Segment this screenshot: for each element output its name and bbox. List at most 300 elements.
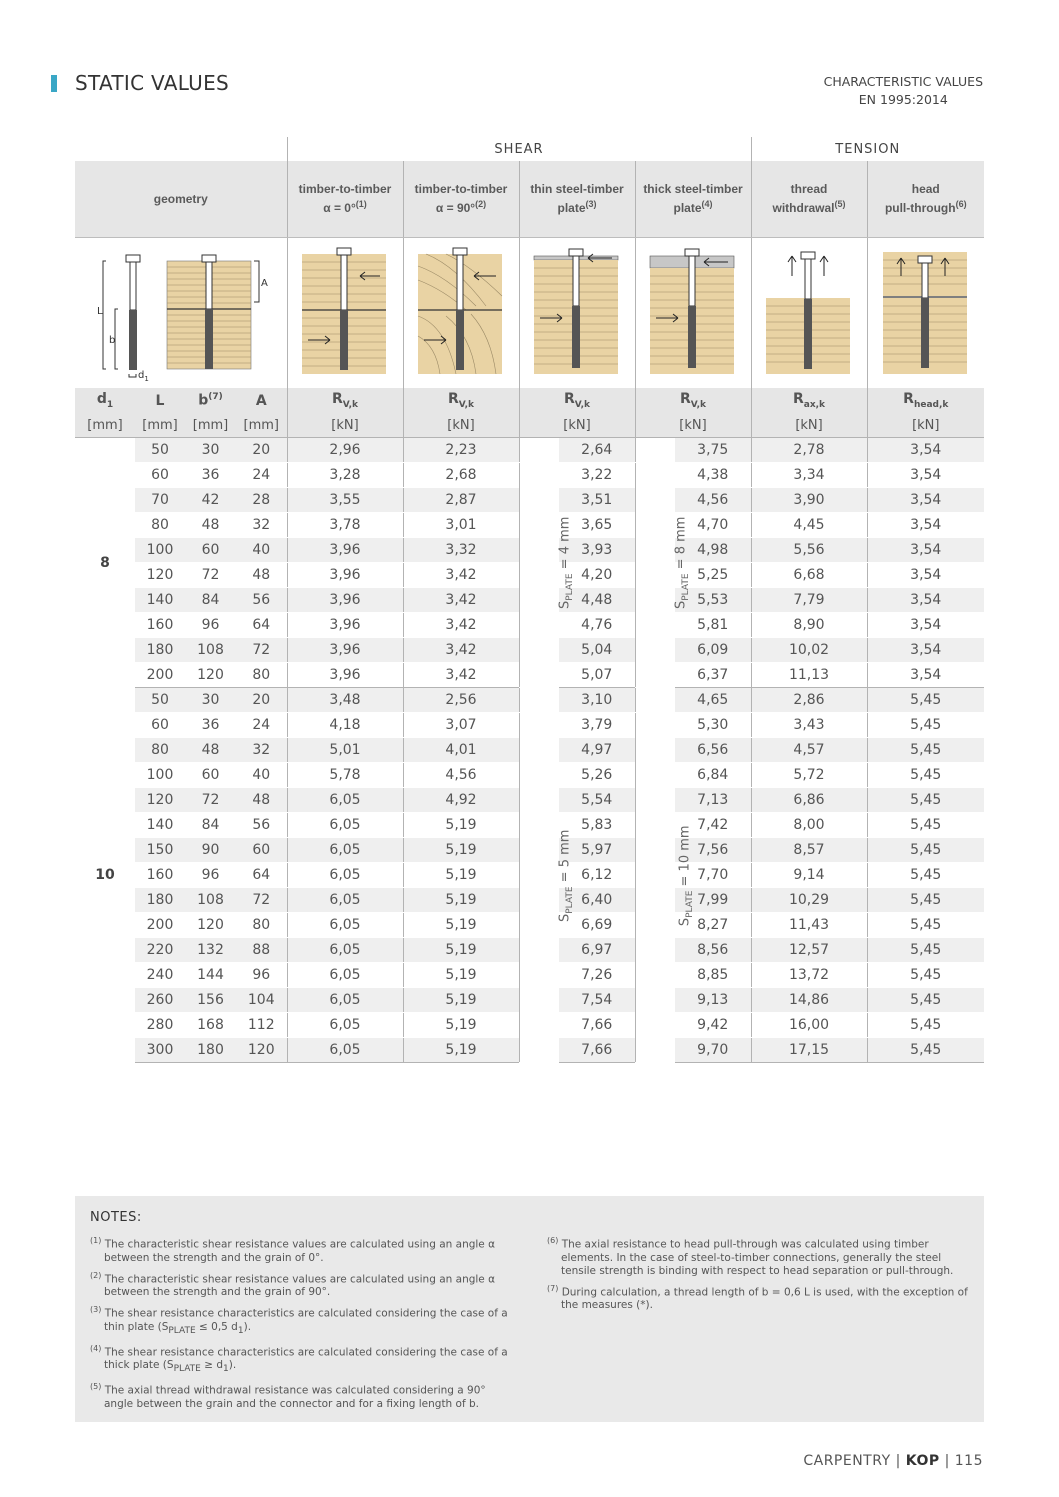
cell-b: 90: [185, 838, 236, 863]
notes-column-right: [547, 1234, 969, 1316]
cell-rvk-thin-plate: 6,40: [559, 888, 635, 913]
geometry-diagram: [75, 238, 287, 389]
cell-raxk: 2,86: [751, 688, 867, 713]
cell-rvk-timber-90: 3,42: [403, 613, 519, 638]
cell-rvk-thin-plate: 2,64: [559, 438, 635, 463]
cell-rvk-thin-plate: 7,26: [559, 963, 635, 988]
cell-b: 84: [185, 588, 236, 613]
cell-b: 60: [185, 538, 236, 563]
characteristic-values-line2: EN 1995:2014: [858, 92, 948, 107]
cell-rvk-thin-plate: 3,22: [559, 463, 635, 488]
cell-rheadk: 3,54: [867, 513, 984, 538]
cell-rvk-timber-0: 6,05: [287, 838, 403, 863]
cell-length: 80: [135, 738, 185, 763]
cell-rvk-thick-plate: 4,98: [675, 538, 751, 563]
cell-rvk-thick-plate: 7,99: [675, 888, 751, 913]
cell-rvk-timber-90: 3,32: [403, 538, 519, 563]
cell-length: 140: [135, 813, 185, 838]
cell-b: 180: [185, 1038, 236, 1063]
cell-length: 120: [135, 563, 185, 588]
cell-rvk-thin-plate: 4,97: [559, 738, 635, 763]
cell-a: 48: [236, 563, 287, 588]
cell-rvk-timber-90: 3,42: [403, 638, 519, 663]
cell-length: 120: [135, 788, 185, 813]
cell-rvk-timber-90: 4,01: [403, 738, 519, 763]
timber-90-illustration: [416, 246, 506, 376]
cell-b: 36: [185, 713, 236, 738]
cell-rvk-thick-plate: 8,27: [675, 913, 751, 938]
cell-rvk-thick-plate: 9,70: [675, 1038, 751, 1063]
cell-b: 108: [185, 888, 236, 913]
cell-a: 28: [236, 488, 287, 513]
diagram-label-b: b: [108, 335, 116, 346]
cell-rvk-timber-90: 3,42: [403, 663, 519, 688]
cell-raxk: 14,86: [751, 988, 867, 1013]
cell-length: 160: [135, 863, 185, 888]
cell-b: 72: [185, 788, 236, 813]
cell-raxk: 17,15: [751, 1038, 867, 1063]
cell-rvk-timber-90: 4,92: [403, 788, 519, 813]
cell-length: 260: [135, 988, 185, 1013]
cell-rheadk: 3,54: [867, 438, 984, 463]
cell-rvk-timber-0: 4,18: [287, 713, 403, 738]
cell-length: 280: [135, 1013, 185, 1038]
cell-raxk: 4,57: [751, 738, 867, 763]
cell-rvk-timber-90: 3,42: [403, 588, 519, 613]
plate-thickness-label: $S_{PLATE} = 5$ mm: [556, 829, 575, 922]
head-pull-through-illustration: [881, 246, 971, 376]
cell-length: 200: [135, 913, 185, 938]
cell-rvk-thick-plate: 7,42: [675, 813, 751, 838]
sym-rvk-4: $R_{V,k}$: [635, 388, 751, 413]
values-table-body: [75, 438, 984, 1063]
cell-a: 40: [236, 538, 287, 563]
cell-rvk-timber-90: 5,19: [403, 838, 519, 863]
cell-b: 120: [185, 913, 236, 938]
cell-rvk-thin-plate: 4,76: [559, 613, 635, 638]
cell-rvk-thin-plate: 6,69: [559, 913, 635, 938]
cell-b: 96: [185, 863, 236, 888]
diagram-label-d1: $d_1$: [137, 370, 149, 383]
cell-a: 80: [236, 663, 287, 688]
notes-column-left: [90, 1234, 510, 1415]
cell-rheadk: 3,54: [867, 663, 984, 688]
cell-rvk-thin-plate: 3,79: [559, 713, 635, 738]
tension-group-header: TENSION: [751, 137, 984, 161]
sym-b: $b^{(7)}$: [185, 388, 236, 413]
cell-rvk-timber-90: 3,07: [403, 713, 519, 738]
cell-a: 72: [236, 888, 287, 913]
thin-plate-illustration: [532, 246, 622, 376]
note-2: $^{(2)}$ The characteristic shear resistance values are calculated using an angle α between the strength and the grain of 90°.: [90, 1270, 496, 1298]
cell-length: 60: [135, 713, 185, 738]
cell-rvk-thin-plate: 7,66: [559, 1038, 635, 1063]
cell-raxk: 4,45: [751, 513, 867, 538]
footer-separator: |: [895, 1453, 901, 1469]
characteristic-values-label: [824, 73, 983, 109]
cell-a: 24: [236, 463, 287, 488]
note-4: $^{(4)}$ The shear resistance characteristics are calculated considering the case of a thick plate $(S_{PLATE} \ge d_1)$.: [90, 1343, 508, 1375]
cell-rvk-timber-90: 5,19: [403, 963, 519, 988]
cell-rvk-timber-90: 4,56: [403, 763, 519, 788]
cell-a: 96: [236, 963, 287, 988]
cell-rvk-thick-plate: 3,75: [675, 438, 751, 463]
page-number: 115: [954, 1453, 983, 1469]
cell-a: 60: [236, 838, 287, 863]
cell-rheadk: 3,54: [867, 488, 984, 513]
cell-rvk-thin-plate: 6,97: [559, 938, 635, 963]
timber-0-illustration: [300, 246, 390, 376]
cell-length: 50: [135, 438, 185, 463]
col-pull-through-header: head pull-through$^{(6)}$: [867, 161, 984, 238]
cell-rvk-thin-plate: 5,04: [559, 638, 635, 663]
cell-rvk-thin-plate: 4,20: [559, 563, 635, 588]
plate-thickness-label: $S_{PLATE} = 8$ mm: [672, 516, 691, 610]
thick-plate-illustration: [648, 246, 738, 376]
cell-rheadk: 5,45: [867, 863, 984, 888]
sym-rvk-1: $R_{V,k}$: [287, 388, 403, 413]
cell-length: 160: [135, 613, 185, 638]
cell-rvk-thick-plate: 6,09: [675, 638, 751, 663]
unit-kn: [kN]: [519, 413, 635, 438]
table-row: [75, 438, 984, 463]
cell-rvk-thin-plate: 7,54: [559, 988, 635, 1013]
cell-a: 72: [236, 638, 287, 663]
thick-plate-diagram: [635, 238, 751, 389]
cell-rheadk: 5,45: [867, 813, 984, 838]
cell-rheadk: 3,54: [867, 588, 984, 613]
note-5: $^{(5)}$ The axial thread withdrawal resistance was calculated considering a 90° angle between the grain and the connector and for a fixing length of b.: [90, 1382, 486, 1410]
cell-rvk-timber-0: 3,55: [287, 488, 403, 513]
cell-a: 56: [236, 588, 287, 613]
cell-rheadk: 5,45: [867, 713, 984, 738]
cell-rvk-thick-plate: 5,25: [675, 563, 751, 588]
cell-rvk-timber-0: 6,05: [287, 988, 403, 1013]
cell-b: 30: [185, 688, 236, 713]
cell-a: 56: [236, 813, 287, 838]
cell-raxk: 13,72: [751, 963, 867, 988]
cell-rvk-timber-90: 5,19: [403, 988, 519, 1013]
cell-rvk-timber-0: 6,05: [287, 813, 403, 838]
cell-rvk-thick-plate: 7,70: [675, 863, 751, 888]
cell-a: 120: [236, 1038, 287, 1063]
cell-length: 180: [135, 888, 185, 913]
sym-rvk-2: $R_{V,k}$: [403, 388, 519, 413]
cell-rheadk: 5,45: [867, 688, 984, 713]
cell-a: 32: [236, 738, 287, 763]
cell-rheadk: 5,45: [867, 963, 984, 988]
cell-raxk: 10,29: [751, 888, 867, 913]
col-timber-0-header: timber-to-timber α = 0°$^{(1)}$: [287, 161, 403, 238]
cell-a: 32: [236, 513, 287, 538]
cell-rvk-thick-plate: 4,38: [675, 463, 751, 488]
thin-plate-label-cell: [519, 438, 575, 688]
cell-b: 30: [185, 438, 236, 463]
cell-a: 40: [236, 763, 287, 788]
plate-thickness-label: $S_{PLATE} = 10$ mm: [677, 825, 695, 926]
sym-rvk-3: $R_{V,k}$: [519, 388, 635, 413]
unit-kn: [kN]: [751, 413, 867, 438]
cell-b: 120: [185, 663, 236, 688]
cell-length: 100: [135, 763, 185, 788]
cell-b: 72: [185, 563, 236, 588]
note-3: $^{(3)}$ The shear resistance characteristics are calculated considering the case of a thin plate ($S_{PLATE} \le 0,5$ $d_1$).: [90, 1305, 508, 1336]
cell-rvk-thick-plate: 9,13: [675, 988, 751, 1013]
cell-length: 100: [135, 538, 185, 563]
cell-rvk-timber-0: 6,05: [287, 888, 403, 913]
cell-rvk-timber-0: 2,96: [287, 438, 403, 463]
cell-rvk-timber-0: 3,78: [287, 513, 403, 538]
notes-box: [75, 1196, 984, 1422]
cell-a: 64: [236, 863, 287, 888]
cell-raxk: 11,43: [751, 913, 867, 938]
cell-rvk-timber-0: 6,05: [287, 938, 403, 963]
cell-raxk: 16,00: [751, 1013, 867, 1038]
cell-rvk-timber-90: 2,56: [403, 688, 519, 713]
cell-rvk-thick-plate: 4,56: [675, 488, 751, 513]
cell-rvk-timber-0: 3,96: [287, 588, 403, 613]
cell-rvk-thin-plate: 5,07: [559, 663, 635, 688]
static-values-table: [75, 137, 984, 1063]
unit-mm: [mm]: [135, 413, 185, 438]
cell-length: 50: [135, 688, 185, 713]
cell-rvk-timber-0: 3,96: [287, 538, 403, 563]
cell-raxk: 3,90: [751, 488, 867, 513]
characteristic-values-line1: CHARACTERISTIC VALUES: [823, 74, 983, 89]
notes-title: NOTES:: [90, 1210, 142, 1225]
cell-a: 80: [236, 913, 287, 938]
cell-rheadk: 5,45: [867, 788, 984, 813]
cell-rvk-timber-0: 6,05: [287, 963, 403, 988]
cell-rvk-thick-plate: 5,53: [675, 588, 751, 613]
cell-rvk-timber-90: 5,19: [403, 913, 519, 938]
footer-separator: |: [944, 1453, 950, 1469]
cell-length: 180: [135, 638, 185, 663]
cell-raxk: 9,14: [751, 863, 867, 888]
sym-l: L: [135, 388, 185, 413]
cell-rvk-timber-90: 3,42: [403, 563, 519, 588]
cell-raxk: 3,43: [751, 713, 867, 738]
unit-kn: [kN]: [635, 413, 751, 438]
cell-b: 156: [185, 988, 236, 1013]
cell-raxk: 2,78: [751, 438, 867, 463]
cell-rvk-thin-plate: 4,48: [559, 588, 635, 613]
cell-rvk-thin-plate: 3,10: [559, 688, 635, 713]
cell-rvk-timber-0: 6,05: [287, 1013, 403, 1038]
pull-through-diagram: [867, 238, 984, 389]
cell-rvk-timber-0: 3,28: [287, 463, 403, 488]
col-timber-90-header: timber-to-timber α = 90°$^{(2)}$: [403, 161, 519, 238]
cell-rvk-thin-plate: 3,51: [559, 488, 635, 513]
thread-withdrawal-illustration: [764, 246, 854, 376]
cell-rvk-thick-plate: 6,37: [675, 663, 751, 688]
sym-raxk: $R_{ax,k}$: [751, 388, 867, 413]
diagram-label-l: L: [96, 306, 103, 317]
cell-b: 48: [185, 513, 236, 538]
cell-raxk: 12,57: [751, 938, 867, 963]
cell-rvk-timber-0: 5,01: [287, 738, 403, 763]
cell-rvk-timber-0: 3,48: [287, 688, 403, 713]
screw-geometry-illustration: [76, 241, 286, 381]
cell-rvk-thin-plate: 5,26: [559, 763, 635, 788]
cell-raxk: 8,00: [751, 813, 867, 838]
cell-raxk: 8,90: [751, 613, 867, 638]
cell-a: 20: [236, 438, 287, 463]
cell-a: 24: [236, 713, 287, 738]
cell-rheadk: 5,45: [867, 738, 984, 763]
d1-group-cell: 10: [75, 688, 135, 1063]
cell-rheadk: 3,54: [867, 613, 984, 638]
cell-length: 80: [135, 513, 185, 538]
cell-length: 240: [135, 963, 185, 988]
sym-rheadk: $R_{head,k}$: [867, 388, 984, 413]
unit-kn: [kN]: [867, 413, 984, 438]
cell-rvk-timber-0: 6,05: [287, 1038, 403, 1063]
cell-raxk: 5,56: [751, 538, 867, 563]
cell-rvk-timber-90: 5,19: [403, 1038, 519, 1063]
unit-kn: [kN]: [403, 413, 519, 438]
plate-thickness-label: $S_{PLATE} = 4$ mm: [556, 516, 575, 610]
cell-raxk: 8,57: [751, 838, 867, 863]
cell-rheadk: 5,45: [867, 938, 984, 963]
cell-b: 132: [185, 938, 236, 963]
cell-a: 104: [236, 988, 287, 1013]
col-thin-plate-header: thin steel-timber plate$^{(3)}$: [519, 161, 635, 238]
cell-b: 48: [185, 738, 236, 763]
sym-d1: $d_1$: [75, 388, 135, 413]
cell-rvk-timber-90: 5,19: [403, 863, 519, 888]
col-withdrawal-header: thread withdrawal$^{(5)}$: [751, 161, 867, 238]
cell-rvk-thick-plate: 4,65: [675, 688, 751, 713]
cell-rvk-thin-plate: 3,65: [559, 513, 635, 538]
cell-rvk-thin-plate: 6,12: [559, 863, 635, 888]
cell-rvk-timber-90: 2,23: [403, 438, 519, 463]
shear-90-diagram: [403, 238, 519, 389]
cell-a: 20: [236, 688, 287, 713]
cell-rvk-timber-90: 5,19: [403, 938, 519, 963]
cell-raxk: 10,02: [751, 638, 867, 663]
cell-rvk-timber-90: 5,19: [403, 888, 519, 913]
cell-length: 220: [135, 938, 185, 963]
cell-rheadk: 3,54: [867, 638, 984, 663]
cell-b: 96: [185, 613, 236, 638]
cell-rvk-timber-90: 2,68: [403, 463, 519, 488]
cell-rvk-timber-0: 5,78: [287, 763, 403, 788]
page-footer: [803, 1453, 983, 1469]
cell-rvk-timber-0: 3,96: [287, 563, 403, 588]
note-7: $^{(7)}$ During calculation, a thread length of b = 0,6 L is used, with the exception of the measures (*).: [547, 1283, 968, 1311]
cell-length: 200: [135, 663, 185, 688]
cell-rvk-thin-plate: 7,66: [559, 1013, 635, 1038]
footer-product: KOP: [905, 1453, 940, 1469]
cell-rvk-thin-plate: 5,54: [559, 788, 635, 813]
cell-rheadk: 5,45: [867, 1013, 984, 1038]
cell-rvk-thick-plate: 6,84: [675, 763, 751, 788]
note-6: $^{(6)}$ The axial resistance to head pull-through was calculated using timber elements. In the case of steel-to-timber connections, generally the steel tensile strength is binding with respect to head separation or pull-through.: [547, 1236, 954, 1277]
cell-b: 168: [185, 1013, 236, 1038]
diagram-label-a: A: [260, 278, 268, 289]
cell-b: 36: [185, 463, 236, 488]
geometry-header: geometry: [75, 161, 287, 238]
cell-rheadk: 5,45: [867, 888, 984, 913]
cell-rvk-thick-plate: 7,56: [675, 838, 751, 863]
unit-mm: [mm]: [236, 413, 287, 438]
shear-group-header: SHEAR: [287, 137, 751, 161]
cell-rvk-timber-90: 2,87: [403, 488, 519, 513]
cell-rheadk: 5,45: [867, 913, 984, 938]
cell-rheadk: 5,45: [867, 988, 984, 1013]
cell-rvk-thick-plate: 4,70: [675, 513, 751, 538]
cell-rvk-timber-90: 5,19: [403, 1013, 519, 1038]
cell-rvk-thick-plate: 7,13: [675, 788, 751, 813]
cell-rvk-thick-plate: 6,56: [675, 738, 751, 763]
cell-rvk-timber-90: 3,01: [403, 513, 519, 538]
cell-rvk-timber-0: 6,05: [287, 913, 403, 938]
cell-a: 112: [236, 1013, 287, 1038]
cell-raxk: 6,68: [751, 563, 867, 588]
cell-length: 70: [135, 488, 185, 513]
sym-a: A: [236, 388, 287, 413]
cell-rheadk: 3,54: [867, 563, 984, 588]
unit-mm: [mm]: [185, 413, 236, 438]
cell-rheadk: 5,45: [867, 763, 984, 788]
cell-rheadk: 5,45: [867, 1038, 984, 1063]
cell-b: 60: [185, 763, 236, 788]
cell-rvk-timber-0: 6,05: [287, 863, 403, 888]
note-1: $^{(1)}$ The characteristic shear resistance values are calculated using an angle α between the strength and the grain of 0°.: [90, 1236, 496, 1264]
cell-rvk-timber-0: 3,96: [287, 663, 403, 688]
cell-rvk-thick-plate: 8,85: [675, 963, 751, 988]
cell-rheadk: 3,54: [867, 538, 984, 563]
cell-a: 64: [236, 613, 287, 638]
cell-length: 140: [135, 588, 185, 613]
cell-length: 60: [135, 463, 185, 488]
unit-kn: [kN]: [287, 413, 403, 438]
cell-raxk: 3,34: [751, 463, 867, 488]
thin-plate-diagram: [519, 238, 635, 389]
thin-plate-label-cell: [519, 688, 575, 1063]
cell-b: 84: [185, 813, 236, 838]
cell-rvk-thin-plate: 3,93: [559, 538, 635, 563]
cell-rvk-thick-plate: 8,56: [675, 938, 751, 963]
cell-rvk-thin-plate: 5,83: [559, 813, 635, 838]
cell-b: 144: [185, 963, 236, 988]
cell-rheadk: 5,45: [867, 838, 984, 863]
cell-a: 48: [236, 788, 287, 813]
footer-section: CARPENTRY: [803, 1453, 891, 1469]
d1-group-cell: 8: [75, 438, 135, 688]
cell-rvk-timber-0: 3,96: [287, 638, 403, 663]
cell-rvk-timber-0: 6,05: [287, 788, 403, 813]
page-title: STATIC VALUES: [75, 71, 230, 95]
cell-rvk-thick-plate: 9,42: [675, 1013, 751, 1038]
cell-raxk: 7,79: [751, 588, 867, 613]
cell-raxk: 5,72: [751, 763, 867, 788]
cell-rvk-thin-plate: 5,97: [559, 838, 635, 863]
cell-length: 300: [135, 1038, 185, 1063]
shear-0-diagram: [287, 238, 403, 389]
cell-rvk-thick-plate: 5,81: [675, 613, 751, 638]
cell-b: 108: [185, 638, 236, 663]
col-thick-plate-header: thick steel-timber plate$^{(4)}$: [635, 161, 751, 238]
cell-rvk-thick-plate: 5,30: [675, 713, 751, 738]
cell-rheadk: 3,54: [867, 463, 984, 488]
cell-b: 42: [185, 488, 236, 513]
section-accent-bar: [51, 75, 57, 92]
thick-plate-label-cell: [635, 438, 691, 688]
cell-raxk: 11,13: [751, 663, 867, 688]
cell-raxk: 6,86: [751, 788, 867, 813]
